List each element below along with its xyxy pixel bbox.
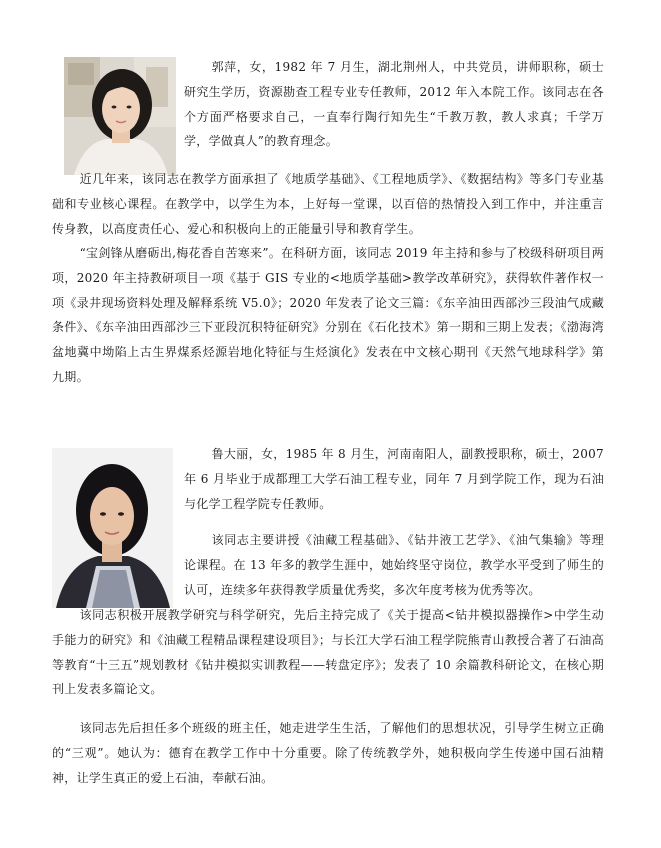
profile-2-paragraph-1: 鲁大丽，女，1985 年 8 月生，河南南阳人，副教授职称，硕士，2007 年 6 月毕业于成都理工大学石油工程专业，同年 7 月到学院工作，现为石油与化学工程学院专任教师。 <box>184 447 604 511</box>
profile-1-paragraph-1: 郭萍，女，1982 年 7 月生，湖北荆州人，中共党员，讲师职称，硕士研究生学历，资源勘查工程专业专任教师，2012 年入本院工作。该同志在各个方面严格要求自己，一直奉行陶行知先生“千教万教，教人求真；千学万学，学做真人”的教育理念。 <box>184 60 604 149</box>
profile-photo <box>64 57 176 175</box>
profile-1-paragraph-2: 近几年来，该同志在教学方面承担了《地质学基础》、《工程地质学》、《数据结构》等多门专业基础和专业核心课程。在教学中，以学生为本，上好每一堂课，以百倍的热情投入到工作中，并注重言传身教，以高度责任心、爱心和积极向上的正能量引导和教育学生。 <box>52 172 604 236</box>
profile-photo <box>52 448 173 608</box>
profile-2-paragraph-4: 该同志先后担任多个班级的班主任，她走进学生生活，了解他们的思想状况，引导学生树立正确的“三观”。她认为：德育在教学工作中十分重要。除了传统教学外，她积极向学生传递中国石油精神，让学生真正的爱上石油，奉献石油。 <box>52 721 604 785</box>
portrait-photo-guoping <box>64 57 176 175</box>
profile-1-paragraph-3: “宝剑锋从磨砺出,梅花香自苦寒来”。在科研方面，该同志 2019 年主持和参与了校级科研项目两项，2020 年主持教研项目一项《基于 GIS 专业的<地质学基础>教学改革研究》，获得软件著作权一项《录井现场资料处理及解释系统 V5.0》；2020 年发表了论文三篇：《东辛油田西部沙三段油气成藏条件》、《东辛油田西部沙三下亚段沉积特征研究》分别在《石化技术》第一期和三期上发表；《渤海湾盆地冀中坳陷上古生界煤系烃源岩地化特征与生烃演化》发表在中文核心期刊《天然气地球科学》第九期。 <box>52 246 604 384</box>
portrait-photo-ludali <box>52 448 173 608</box>
profile-2-paragraph-2: 该同志主要讲授《油藏工程基础》、《钻井液工艺学》、《油气集输》等理论课程。在 13 年多的教学生涯中，她始终坚守岗位，教学水平受到了师生的认可，连续多年获得教学质量优秀奖，多次年度考核为优秀等次。 <box>184 533 604 597</box>
profile-2-paragraph-3: 该同志积极开展教学研究与科学研究，先后主持完成了《关于提高<钻井模拟器操作>中学生动手能力的研究》和《油藏工程精品课程建设项目》；与长江大学石油工程学院熊青山教授合著了石油高等教育“十三五”规划教材《钻井模拟实训教程——转盘定序》；发表了 10 余篇教科研论文，在核心期刊上发表多篇论文。 <box>52 608 604 697</box>
